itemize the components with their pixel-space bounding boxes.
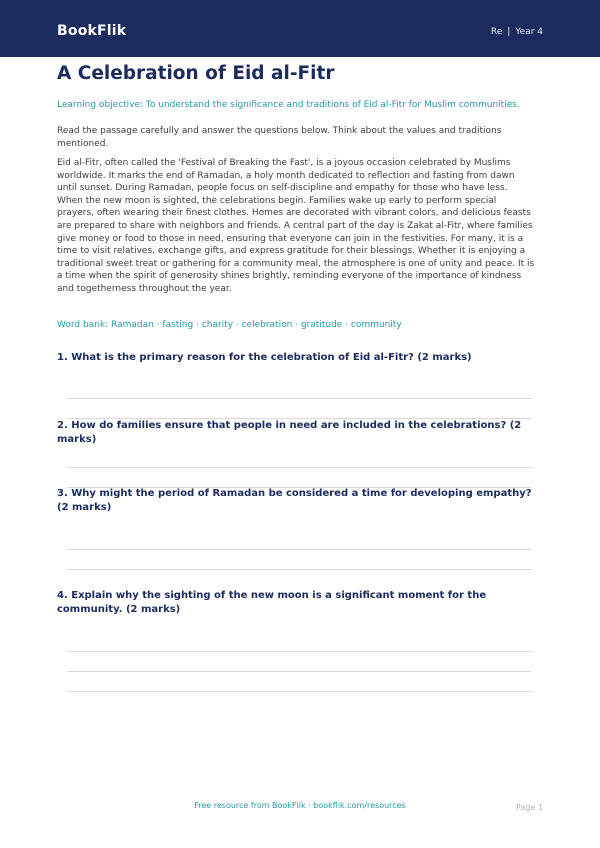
answer-line[interactable] bbox=[67, 691, 531, 692]
word-bank: Word bank: Ramadan · fasting · charity · celebration · gratitude · community bbox=[57, 320, 402, 330]
question-1: 1. What is the primary reason for the celebration of Eid al-Fitr? (2 marks) bbox=[57, 352, 472, 363]
question-3: 3. Why might the period of Ramadan be considered a time for developing empathy? (2 marks) bbox=[57, 488, 532, 513]
page-number: Page 1 bbox=[516, 803, 543, 812]
answer-line[interactable] bbox=[67, 569, 531, 570]
question-4: 4. Explain why the sighting of the new moon is a significant moment for the community. (2 marks) bbox=[57, 590, 487, 615]
separator: | bbox=[507, 27, 511, 37]
learning-objective: Learning objective: To understand the significance and traditions of Eid al-Fitr for Muslim communities. bbox=[57, 100, 520, 110]
subject-label: Re bbox=[490, 27, 503, 37]
answer-line[interactable] bbox=[67, 467, 531, 468]
intro-instructions: Read the passage carefully and answer the questions below. Think about the values and traditions mentioned. bbox=[57, 126, 502, 149]
answer-line[interactable] bbox=[67, 398, 531, 399]
brand-logo[interactable]: BookFlik bbox=[57, 23, 127, 39]
page-title: A Celebration of Eid al-Fitr bbox=[57, 63, 335, 84]
question-2: 2. How do families ensure that people in need are included in the celebrations? (2 marks) bbox=[57, 420, 522, 445]
footer-resource-link[interactable]: Free resource from BookFlik · bookflik.com/resources bbox=[194, 801, 406, 810]
year-label: Year 4 bbox=[515, 27, 543, 37]
subject-year-label bbox=[491, 27, 543, 37]
reading-passage: Eid al-Fitr, often called the 'Festival of Breaking the Fast', is a joyous occasion celebrated by Muslims worldwide. It marks the end of Ramadan, a holy month dedicated to reflection and fasting from dawn until sunset. During Ramadan, people focus on self-discipline and empathy for those who have less. When the new moon is sighted, the celebrations begin. Families wake up early to perform special prayers, often wearing their finest clothes. Homes are decorated with vibrant colors, and delicious feasts are prepared to share with neighbors and friends. A central part of the day is Zakat al-Fitr, where families give money or food to those in need, ensuring that everyone can join in the festivities. For many, it is a time to visit relatives, exchange gifts, and express gratitude for their blessings. Whether it is enjoying a traditional sweet treat or gathering for a community meal, the atmosphere is one of unity and peace. It is a time when the spirit of generosity shines brightly, reminding everyone of the importance of kindness and togetherness throughout the year. bbox=[57, 158, 535, 294]
answer-line[interactable] bbox=[67, 671, 531, 672]
answer-line[interactable] bbox=[67, 549, 531, 550]
header-bar bbox=[0, 0, 600, 57]
answer-line[interactable] bbox=[67, 651, 531, 652]
